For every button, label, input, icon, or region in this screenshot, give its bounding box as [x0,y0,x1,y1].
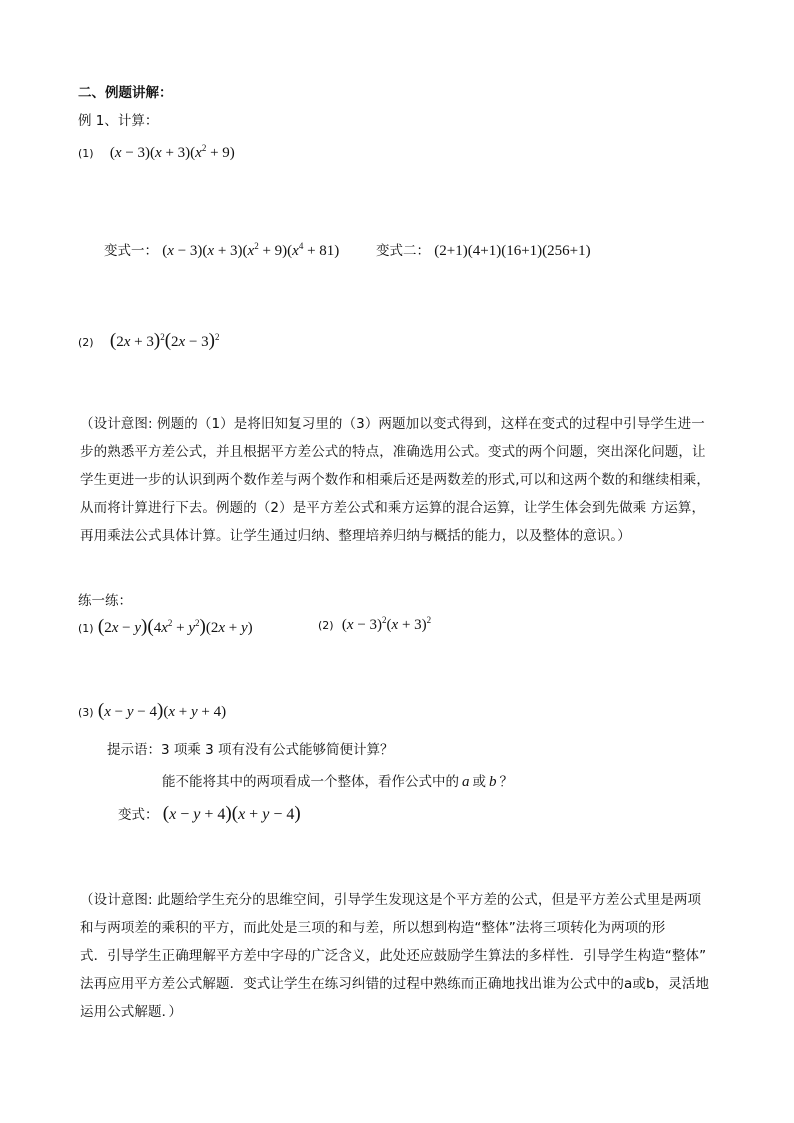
design-intent-2 [80,886,720,1026]
design2-line: 法再应用平方差公式解题．变式让学生在练习纠错的过程中熟练而正确地找出谁为公式中的a或b，灵活地 [80,976,710,992]
item-label: (3) [78,706,94,719]
formula-practice-2: $(x - 3)^2(x + 3)^2$ [341,615,432,633]
design1-line: 从而将计算进行下去。例题的（2）是平方差公式和乘方运算的混合运算，让学生体会到先做乘 方运算， [80,500,706,516]
practice-label: 练一练： [78,593,132,609]
hint-line2 [162,770,513,791]
practice-variant [118,803,301,825]
design2-line: 运用公式解题．） [80,1004,183,1020]
var-b: b [489,774,497,790]
design1-line: 学生更进一步的认识到两个数作差与两个数作和相乘后还是两数差的形式,可以和这两个数的和继续相乘， [80,472,710,488]
design1-line: （设计意图: 例题的（1）是将旧知复习里的（3）两题加以变式得到，这样在变式的过程中引导学生进一 [80,416,705,432]
formula-ex1-2: $(2x + 3)^2(2x - 3)^2$ [109,330,220,351]
design2-line: 和与两项差的乘积的平方，而此处是三项的和与差，所以想到构造“整体”法将三项转化为两项的形 [80,920,666,936]
hint-text: 3 项乘 3 项有没有公式能够简便计算？ [161,742,394,758]
item-label: (2) [318,619,334,632]
ex1-variant1 [104,239,339,260]
example1-label: 例 1、计算： [78,113,159,129]
formula-practice-3: (x − y − 4)(x + y + 4) [97,700,227,721]
item-label: (1) [78,147,94,160]
formula-practice-variant: (x − y + 4)(x + y − 4) [162,803,301,824]
formula-ex1-1: $(x - 3)(x + 3)(x^2 + 9)$ [109,143,235,161]
hint-text: 能不能将其中的两项看成一个整体，看作公式中的 [162,774,459,790]
item-label: (1) [78,622,94,635]
ex1-item1 [78,145,235,162]
variant2-label: 变式二： [376,243,430,259]
var-a: a [462,774,470,790]
hint-text: 或 [472,774,486,790]
ex1-item2 [78,330,219,352]
hint-text: ？ [499,774,513,790]
design2-line: （设计意图: 此题给学生充分的思维空间，引导学生发现这是个平方差的公式，但是平方差公式里是两项 [80,892,702,908]
formula-variant2: (2+1)(4+1)(16+1)(256+1) [434,243,591,259]
formula-variant1: $(x - 3)(x + 3)(x^2 + 9)(x^4 + 81)$ [162,241,340,259]
formula-practice-1: $(2x - y)(4x^2 + y^2)(2x + y)$ [97,616,253,637]
design-intent-1 [80,410,720,550]
variant1-label: 变式一： [104,243,158,259]
design1-line: 步的熟悉平方差公式，并且根据平方差公式的特点，准确选用公式。变式的两个问题，突出深化问题，让 [80,444,706,460]
design2-line: 式．引导学生正确理解平方差中字母的广泛含义，此处还应鼓励学生算法的多样性．引导学生构造“整体” [80,948,707,964]
variant-label: 变式： [118,807,159,823]
practice-item3 [78,700,226,722]
hint-line1 [107,738,394,758]
section-title: 二、例题讲解： [78,85,173,101]
hint-label: 提示语： [107,742,161,758]
practice-item2 [318,617,431,634]
design1-line: 再用乘法公式具体计算。让学生通过归纳、整理培养归纳与概括的能力，以及整体的意识。） [80,528,631,544]
item-label: (2) [78,336,94,349]
ex1-variant2 [376,239,591,260]
practice-item1 [78,616,253,638]
